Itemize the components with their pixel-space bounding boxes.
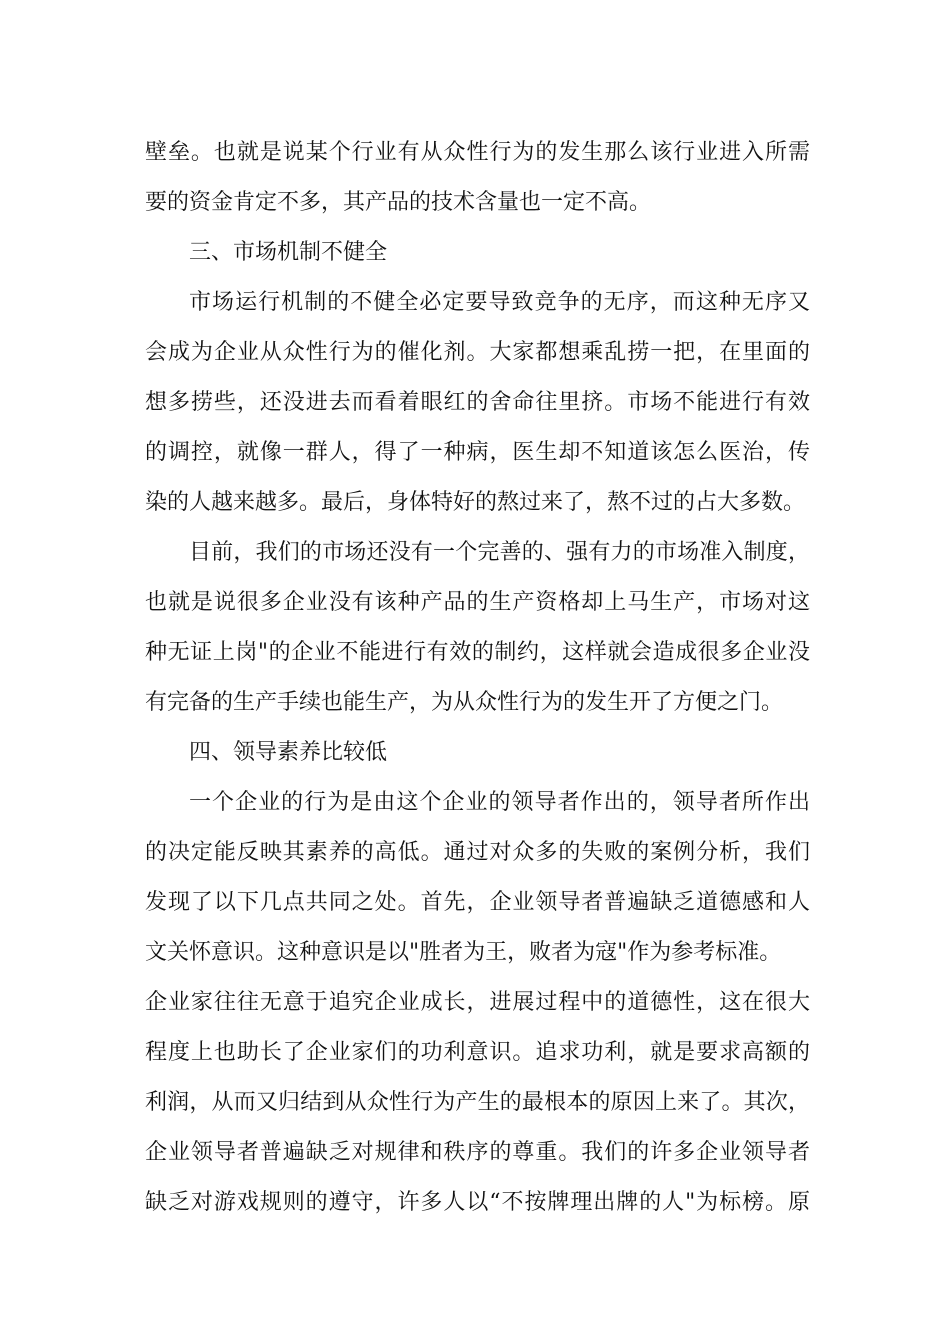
section-heading: 三、市场机制不健全 xyxy=(189,240,388,265)
text-line: 企业领导者普遍缺乏对规律和秩序的尊重。我们的许多企业领导者 xyxy=(145,1140,810,1165)
text-line: 程度上也助长了企业家们的功利意识。追求功利，就是要求高额的 xyxy=(145,1040,810,1065)
body-text xyxy=(145,128,810,1228)
text-line: 发现了以下几点共同之处。首先，企业领导者普遍缺乏道德感和人 xyxy=(145,890,810,915)
text-line: 有完备的生产手续也能生产，为从众性行为的发生开了方便之门。 xyxy=(145,690,784,715)
text-line: 要的资金肯定不多，其产品的技术含量也一定不高。 xyxy=(145,190,652,215)
text-line: 壁垒。也就是说某个行业有从众性行为的发生那么该行业进入所需 xyxy=(145,140,810,165)
text-line: 染的人越来越多。最后，身体特好的熬过来了，熬不过的占大多数。 xyxy=(145,490,806,515)
text-line: 种无证上岗"的企业不能进行有效的制约，这样就会造成很多企业没 xyxy=(145,640,810,665)
text-line: 的调控，就像一群人，得了一种病，医生却不知道该怎么医治，传 xyxy=(145,440,810,465)
text-line: 的决定能反映其素养的高低。通过对众多的失败的案例分析，我们 xyxy=(145,840,810,865)
text-line: 一个企业的行为是由这个企业的领导者作出的，领导者所作出 xyxy=(189,790,810,815)
text-line: 文关怀意识。这种意识是以"胜者为王，败者为寇"作为参考标准。 xyxy=(145,940,782,965)
text-line: 会成为企业从众性行为的催化剂。大家都想乘乱捞一把，在里面的 xyxy=(145,340,810,365)
text-line: 缺乏对游戏规则的遵守，许多人以“不按牌理出牌的人"为标榜。原 xyxy=(145,1190,810,1215)
text-line: 想多捞些，还没进去而看着眼红的舍命往里挤。市场不能进行有效 xyxy=(145,390,810,415)
text-line: 也就是说很多企业没有该种产品的生产资格却上马生产，市场对这 xyxy=(145,590,810,615)
section-heading: 四、领导素养比较低 xyxy=(189,740,388,765)
text-line: 企业家往往无意于追究企业成长，进展过程中的道德性，这在很大 xyxy=(145,990,810,1015)
text-line: 市场运行机制的不健全必定要导致竞争的无序，而这种无序又 xyxy=(189,290,810,315)
text-line: 利润，从而又归结到从众性行为产生的最根本的原因上来了。其次， xyxy=(145,1090,810,1115)
text-line: 目前，我们的市场还没有一个完善的、强有力的市场准入制度， xyxy=(189,540,810,565)
